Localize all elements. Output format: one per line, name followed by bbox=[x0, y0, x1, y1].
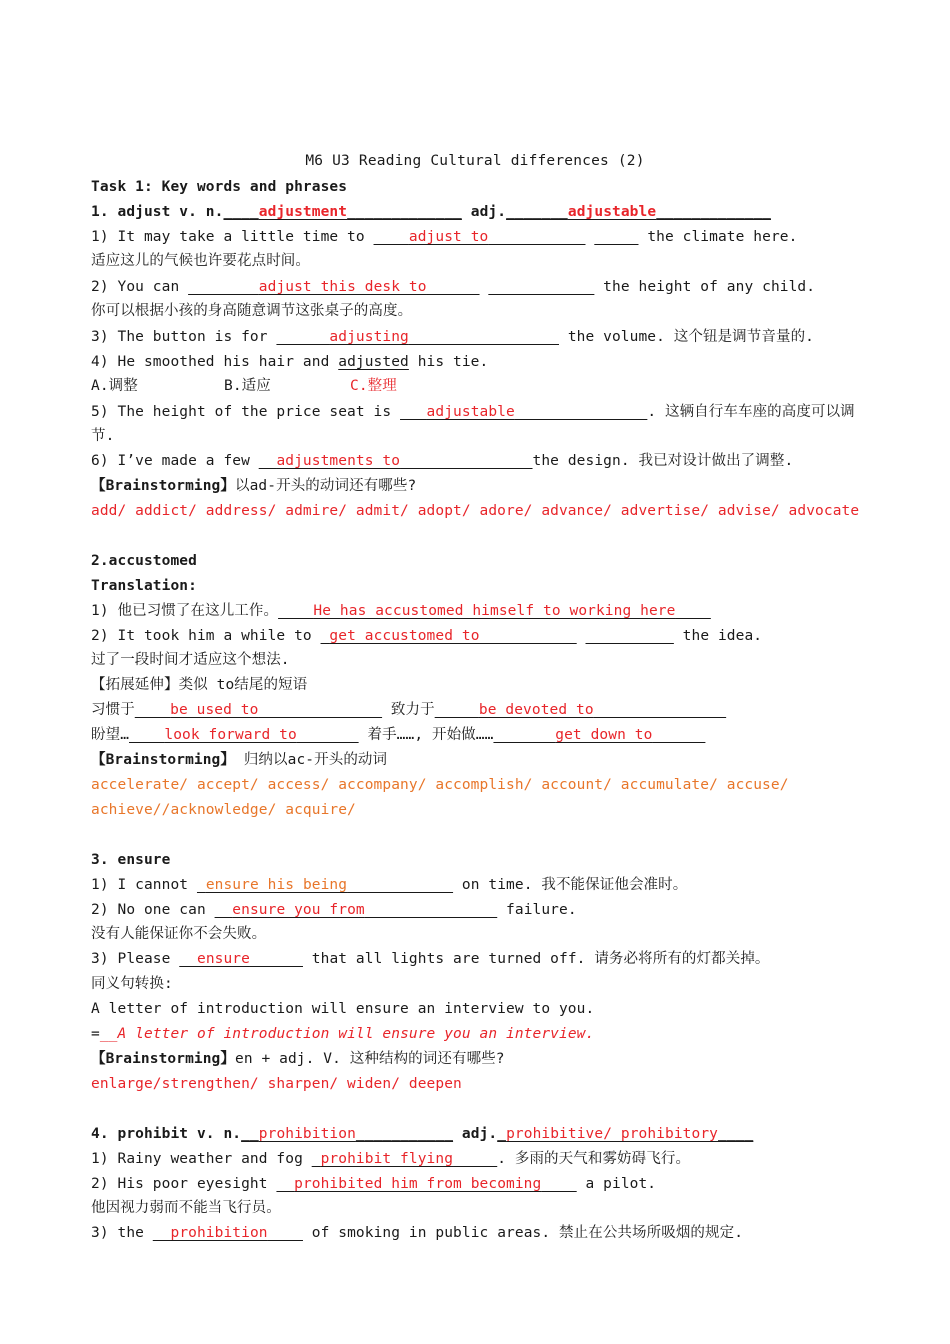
answer-text: ensure you from bbox=[232, 902, 365, 918]
synonym-source: A letter of introduction will ensure an interview to you. bbox=[91, 1001, 595, 1017]
sentence-text: 2) No one can bbox=[91, 902, 215, 918]
answer-blank: ____look forward to_______ bbox=[129, 727, 359, 743]
answer-text: get accustomed to bbox=[329, 628, 480, 644]
answer-text: be used to bbox=[170, 702, 259, 718]
brainstorm-label: 【Brainstorming】 bbox=[91, 752, 235, 768]
phrase-cn: 习惯于 bbox=[91, 702, 135, 718]
sentence-text: 5) The height of the price seat is bbox=[91, 404, 401, 420]
sentence-1-2 bbox=[91, 277, 861, 297]
translation-label: Translation: bbox=[91, 578, 197, 594]
brainstorm-2 bbox=[91, 750, 861, 770]
answer-text: adjust this desk to bbox=[258, 279, 427, 295]
sentence-text: 2) You can bbox=[91, 279, 189, 295]
sentence-text: on time. 我不能保证他会准时。 bbox=[453, 877, 688, 893]
sentence-1-3 bbox=[91, 327, 861, 347]
phrase-cn: 盼望… bbox=[91, 727, 130, 743]
brainstorm-label: 【Brainstorming】 bbox=[91, 1051, 235, 1067]
adj-label: adj. bbox=[461, 1126, 498, 1142]
phrase-cn: 着手……, 开始做…… bbox=[367, 727, 494, 743]
sentence-3-1 bbox=[91, 875, 861, 895]
sentence-text: 3) The button is for bbox=[91, 329, 277, 345]
sentence-3-2 bbox=[91, 900, 861, 920]
sentence-4-2 bbox=[91, 1174, 861, 1194]
sentence-text: 1) It may take a little time to bbox=[91, 229, 374, 245]
phrase-row-2 bbox=[91, 725, 861, 745]
brainstorm-label: 【Brainstorming】 bbox=[91, 478, 235, 494]
underlined-word: adjusted bbox=[338, 354, 409, 370]
word-4-noun-answer: prohibition bbox=[258, 1126, 356, 1142]
page-title: M6 U3 Reading Cultural differences (2) bbox=[305, 153, 645, 169]
sentence-text: 1) I cannot bbox=[91, 877, 197, 893]
brainstorm-question: en + adj. V. 这种结构的词还有哪些? bbox=[235, 1051, 505, 1067]
answer-blank: _____ bbox=[594, 229, 639, 245]
sentence-1-4 bbox=[91, 352, 861, 372]
answer-blank: __adjustments to_______________ bbox=[258, 453, 533, 469]
sentence-1-5 bbox=[91, 402, 861, 422]
sentence-text: 3) the bbox=[91, 1225, 153, 1241]
sentence-text: failure. bbox=[497, 902, 577, 918]
extension-label: 【拓展延伸】类似 to结尾的短语 bbox=[91, 677, 308, 693]
sentence-1-2-cn: 你可以根据小孩的身高随意调节这张桌子的高度。 bbox=[91, 303, 413, 319]
answer-text: prohibition bbox=[170, 1225, 268, 1241]
sentence-text: 6) I’ve made a few bbox=[91, 453, 259, 469]
answer-text: be devoted to bbox=[478, 702, 594, 718]
word-1-label: 1. adjust v. n. bbox=[91, 204, 224, 220]
answer-blank: ___adjustable_______________ bbox=[400, 404, 648, 420]
sentence-text: the height of any child. bbox=[594, 279, 816, 295]
sentence-1-1-cn: 适应这儿的气候也许要花点时间。 bbox=[91, 253, 310, 269]
sentence-3-3 bbox=[91, 949, 861, 969]
answer-text: prohibited him from becoming bbox=[294, 1176, 542, 1192]
answer-text: adjustments to bbox=[276, 453, 401, 469]
sentence-text: a pilot. bbox=[576, 1176, 657, 1192]
word-4-adj-answer: prohibitive/ prohibitory bbox=[506, 1126, 718, 1142]
sentence-2-1 bbox=[91, 601, 861, 621]
answer-blank: __ensure you from_______________ bbox=[214, 902, 498, 918]
word-1-heading bbox=[91, 202, 861, 222]
word-3-heading: 3. ensure bbox=[91, 852, 171, 868]
answer-blank: ________adjust this desk to______ bbox=[188, 279, 480, 295]
answer-blank: __________ bbox=[585, 628, 674, 644]
sentence-text: the climate here. bbox=[638, 229, 798, 245]
word-4-adj-blank: _prohibitive/ prohibitory____ bbox=[497, 1126, 754, 1142]
answer-blank: _______get down to______ bbox=[493, 727, 706, 743]
brainstorm-2-answer-2: achieve//acknowledge/ acquire/ bbox=[91, 802, 356, 818]
answer-text: look forward to bbox=[164, 727, 297, 743]
answer-blank: ____adjust to___________ bbox=[373, 229, 586, 245]
answer-blank: _____be devoted to_______________ bbox=[434, 702, 727, 718]
sentence-text: . 多雨的天气和雾妨碍飞行。 bbox=[497, 1151, 691, 1167]
option-b: B.适应 bbox=[224, 378, 271, 394]
brainstorm-question: 以ad-开头的动词还有哪些? bbox=[235, 478, 417, 494]
answer-blank: __prohibited him from becoming____ bbox=[276, 1176, 577, 1192]
sentence-text: the volume. 这个钮是调节音量的. bbox=[559, 329, 815, 345]
brainstorm-3-answer: enlarge/strengthen/ sharpen/ widen/ deepen bbox=[91, 1076, 462, 1092]
sentence-text: 3) Please bbox=[91, 951, 180, 967]
answer-blank: _ensure his being____________ bbox=[196, 877, 454, 893]
word-1-noun-answer: adjustment bbox=[258, 204, 348, 220]
answer-blank: _get accustomed to___________ bbox=[320, 628, 577, 644]
answer-text: get down to bbox=[555, 727, 653, 743]
sentence-text: the design. 我已对设计做出了调整. bbox=[532, 453, 794, 469]
answer-blank: ____________ bbox=[488, 279, 595, 295]
choice-options bbox=[91, 376, 861, 396]
answer-blank: __ensure______ bbox=[179, 951, 303, 967]
sentence-1-5-cont: 节. bbox=[91, 428, 115, 444]
answer-text: adjustable bbox=[426, 404, 515, 420]
answer-text: prohibit flying bbox=[320, 1151, 454, 1167]
answer-text: ensure his being bbox=[205, 877, 348, 893]
sentence-4-1 bbox=[91, 1149, 861, 1169]
sentence-text: his tie. bbox=[408, 354, 489, 370]
sentence-1-1 bbox=[91, 227, 861, 247]
sentence-4-3 bbox=[91, 1223, 861, 1243]
answer-text: A letter of introduction will ensure you an interview. bbox=[117, 1026, 595, 1042]
answer-blank: _prohibit flying_____ bbox=[311, 1151, 498, 1167]
sentence-text: 2) It took him a while to bbox=[91, 628, 321, 644]
brainstorm-1 bbox=[91, 476, 861, 496]
sentence-text: 1) Rainy weather and fog bbox=[91, 1151, 312, 1167]
synonym-label: 同义句转换: bbox=[91, 976, 173, 992]
sentence-text: of smoking in public areas. 禁止在公共场所吸烟的规定. bbox=[302, 1225, 744, 1241]
answer-blank: __prohibition____ bbox=[152, 1225, 303, 1241]
sentence-3-2-cn: 没有人能保证你不会失败。 bbox=[91, 926, 267, 942]
option-a: A.调整 bbox=[91, 378, 138, 394]
brainstorm-3 bbox=[91, 1049, 861, 1069]
adj-label: adj. bbox=[470, 204, 507, 220]
sentence-2-2-cn: 过了一段时间才适应这个想法. bbox=[91, 652, 290, 668]
answer-text: adjust to bbox=[408, 229, 489, 245]
sentence-1-6 bbox=[91, 451, 861, 471]
phrase-row-1 bbox=[91, 700, 861, 720]
answer-text: ensure bbox=[196, 951, 250, 967]
word-4-noun-blank: __prohibition___________ bbox=[241, 1126, 454, 1142]
answer-text: He has accustomed himself to working here bbox=[313, 603, 676, 619]
task-heading: Task 1: Key words and phrases bbox=[91, 179, 348, 195]
answer-blank: ____be used to______________ bbox=[134, 702, 383, 718]
answer-blank: ______adjusting_________________ bbox=[276, 329, 559, 345]
word-1-adj-answer: adjustable bbox=[567, 204, 657, 220]
sentence-text: 1) 他已习惯了在这儿工作。 bbox=[91, 603, 279, 619]
word-2-heading: 2.accustomed bbox=[91, 553, 197, 569]
word-4-label: 4. prohibit v. n. bbox=[91, 1126, 242, 1142]
brainstorm-question: 归纳以ac-开头的动词 bbox=[235, 752, 388, 768]
answer-blank: ____He has accustomed himself to working here____ bbox=[278, 603, 711, 619]
sentence-text: the idea. bbox=[673, 628, 763, 644]
sentence-2-2 bbox=[91, 626, 861, 646]
sentence-text: that all lights are turned off. 请务必将所有的灯都关掉。 bbox=[302, 951, 770, 967]
sentence-text: 2) His poor eyesight bbox=[91, 1176, 277, 1192]
synonym-answer: __A letter of introduction will ensure you an interview. bbox=[99, 1026, 595, 1042]
sentence-text: . 这辆自行车车座的高度可以调 bbox=[647, 404, 855, 420]
word-4-heading bbox=[91, 1124, 861, 1144]
synonym-answer-line bbox=[91, 1024, 861, 1044]
equals-sign: = bbox=[91, 1026, 100, 1042]
sentence-4-2-cn: 他因视力弱而不能当飞行员。 bbox=[91, 1200, 281, 1216]
option-c: C.整理 bbox=[350, 378, 397, 394]
answer-text: adjusting bbox=[329, 329, 409, 345]
brainstorm-1-answer: add/ addict/ address/ admire/ admit/ adopt/ adore/ advance/ advertise/ advise/ advocate bbox=[91, 503, 860, 519]
word-1-noun-blank: ____adjustment_____________ bbox=[223, 204, 462, 220]
sentence-text: 4) He smoothed his hair and bbox=[91, 354, 339, 370]
phrase-cn: 致力于 bbox=[390, 702, 435, 718]
brainstorm-2-answer-1: accelerate/ accept/ access/ accompany/ accomplish/ account/ accumulate/ accuse/ bbox=[91, 777, 789, 793]
word-1-adj-blank: _______adjustable_____________ bbox=[506, 204, 771, 220]
